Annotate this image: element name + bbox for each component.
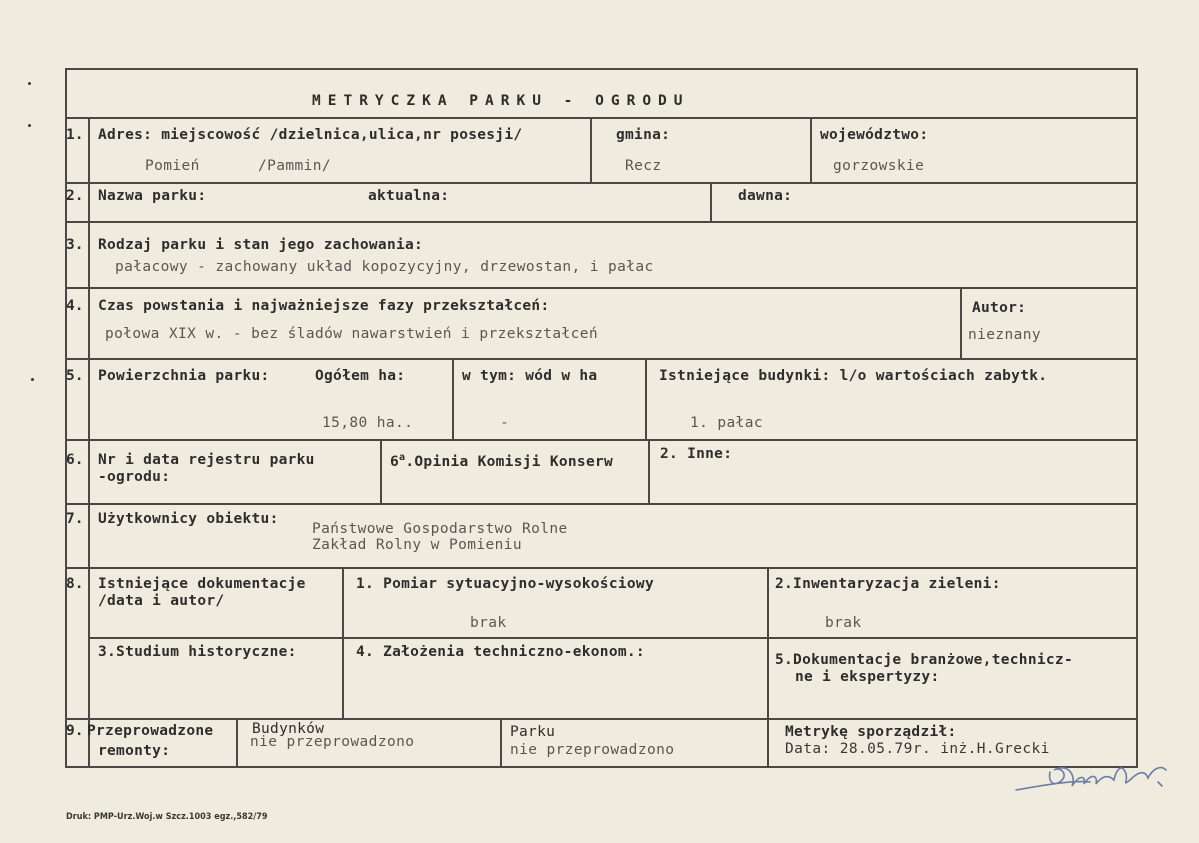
separator-2-top [65, 182, 1137, 184]
s6-divider-opinion [380, 439, 382, 504]
repairs-label-line-2: remonty: [98, 743, 171, 759]
users-label: Użytkownicy obiektu: [98, 511, 279, 527]
author-label: Autor: [972, 300, 1027, 316]
area-water-label: w tym: wód w ha [462, 368, 598, 384]
frame-right [1136, 68, 1138, 768]
address-label: Adres: miejscowość /dzielnica,ulica,nr posesji/ [98, 127, 523, 143]
separator-3-top [65, 221, 1137, 223]
users-value-line-2: Zakład Rolny w Pomieniu [312, 537, 522, 553]
made-by-label: Metrykę sporządził: [785, 724, 957, 740]
opinion-number: 6 [390, 453, 400, 470]
separator-1-top [65, 117, 1137, 119]
repairs-park-value: nie przeprowadzono [510, 742, 675, 758]
made-by-date-line: Data: 28.05.79r. inż.H.Grecki [785, 741, 1050, 757]
area-water-value: - [500, 415, 510, 431]
section-3-number: 3. [66, 237, 84, 253]
print-info: Druk: PMP-Urz.Woj.w Szcz.1003 egz.,582/79 [66, 812, 268, 822]
s4-divider-autor [960, 287, 962, 359]
historical-study-label: 3.Studium historyczne: [98, 644, 297, 660]
survey-value: brak [470, 615, 507, 631]
s6-divider-other [648, 439, 650, 504]
area-total-value: 15,80 ha.. [322, 415, 414, 431]
area-total-label: Ogółem ha: [315, 368, 406, 384]
section-2-number: 2. [66, 188, 84, 204]
author-value: nieznany [968, 327, 1042, 343]
s8-divider-survey [342, 567, 344, 719]
existing-buildings-label: Istniejące budynki: l/o wartościach zabytk. [659, 368, 1048, 384]
number-column-divider [88, 117, 90, 767]
separator-9-top [65, 718, 1137, 720]
section-8-number: 8. [66, 576, 84, 592]
signature-image [1010, 752, 1190, 802]
s5-divider-buildings [645, 358, 647, 440]
park-type-label: Rodzaj parku i stan jego zachowania: [98, 237, 424, 253]
voivodeship-label: województwo: [820, 127, 929, 143]
repairs-buildings-label: Budynków [252, 721, 325, 737]
s2-divider-dawna [710, 182, 712, 222]
separator-8-top [65, 567, 1137, 569]
margin-dot [31, 378, 34, 381]
section-7-number: 7. [66, 511, 84, 527]
park-name-former-label: dawna: [738, 188, 793, 204]
city-value: Pomień [145, 158, 200, 174]
section-5-number: 5. [66, 368, 84, 384]
frame-bottom [65, 766, 1137, 768]
s1-divider-woj [810, 117, 812, 183]
voivodeship-value: gorzowskie [833, 158, 925, 174]
section-1-number: 1. [66, 127, 84, 143]
margin-dot [28, 82, 31, 85]
separator-6-top [65, 439, 1137, 441]
inventory-value: brak [825, 615, 862, 631]
s9-divider-madeby [767, 718, 769, 767]
margin-dot [28, 124, 31, 127]
s9-divider-buildings [236, 718, 238, 767]
branch-docs-label-line-1: 5.Dokumentacje branżowe,technicz- [775, 652, 1073, 668]
history-label: Czas powstania i najważniejsze fazy przekształceń: [98, 298, 550, 314]
opinion-superscript: a [399, 452, 406, 463]
register-label-line-1: Nr i data rejestru parku [98, 452, 315, 468]
gmina-label: gmina: [616, 127, 671, 143]
branch-docs-label-line-2: ne i ekspertyzy: [795, 669, 940, 685]
frame-left [65, 68, 67, 768]
docs-label-line-1: Istniejące dokumentacje [98, 576, 306, 592]
repairs-label-line-1: Przeprowadzone [87, 723, 214, 739]
s1-divider-gmina [590, 117, 592, 183]
park-name-current-label: aktualna: [368, 188, 450, 204]
repairs-park-label: Parku [510, 724, 556, 740]
building-1-value: 1. pałac [690, 415, 764, 431]
section-6-number: 6. [66, 452, 84, 468]
section-4-number: 4. [66, 298, 84, 314]
s5-divider-water [452, 358, 454, 440]
survey-label: 1. Pomiar sytuacyjno-wysokościowy [356, 576, 654, 592]
docs-label-line-2: /data i autor/ [98, 593, 225, 609]
opinion-label [390, 452, 613, 470]
register-label-line-2: -ogrodu: [98, 469, 171, 485]
repairs-buildings-value: nie przeprowadzono [250, 734, 415, 750]
park-type-value: pałacowy - zachowany układ kopozycyjny, drzewostan, i pałac [115, 259, 654, 275]
users-value-line-1: Państwowe Gospodarstwo Rolne [312, 521, 568, 537]
separator-5-top [65, 358, 1137, 360]
inventory-label: 2.Inwentaryzacja zieleni: [775, 576, 1001, 592]
separator-8-mid [88, 637, 1136, 639]
section-9-number: 9. [66, 723, 84, 739]
frame-top [65, 68, 1137, 70]
opinion-text: .Opinia Komisji Konserw [405, 453, 614, 470]
s9-divider-park [500, 718, 502, 767]
separator-4-top [65, 287, 1137, 289]
gmina-value: Recz [625, 158, 662, 174]
area-label: Powierzchnia parku: [98, 368, 270, 384]
other-label: 2. Inne: [660, 446, 733, 462]
s8-divider-inventory [767, 567, 769, 719]
separator-7-top [65, 503, 1137, 505]
history-value: połowa XIX w. - bez śladów nawarstwień i przekształceń [105, 326, 599, 342]
form-title: METRYCZKA PARKU - OGRODU [312, 93, 690, 109]
city-alt-value: /Pammin/ [258, 158, 332, 174]
technical-assumptions-label: 4. Założenia techniczno-ekonom.: [356, 644, 645, 660]
park-name-label: Nazwa parku: [98, 188, 207, 204]
